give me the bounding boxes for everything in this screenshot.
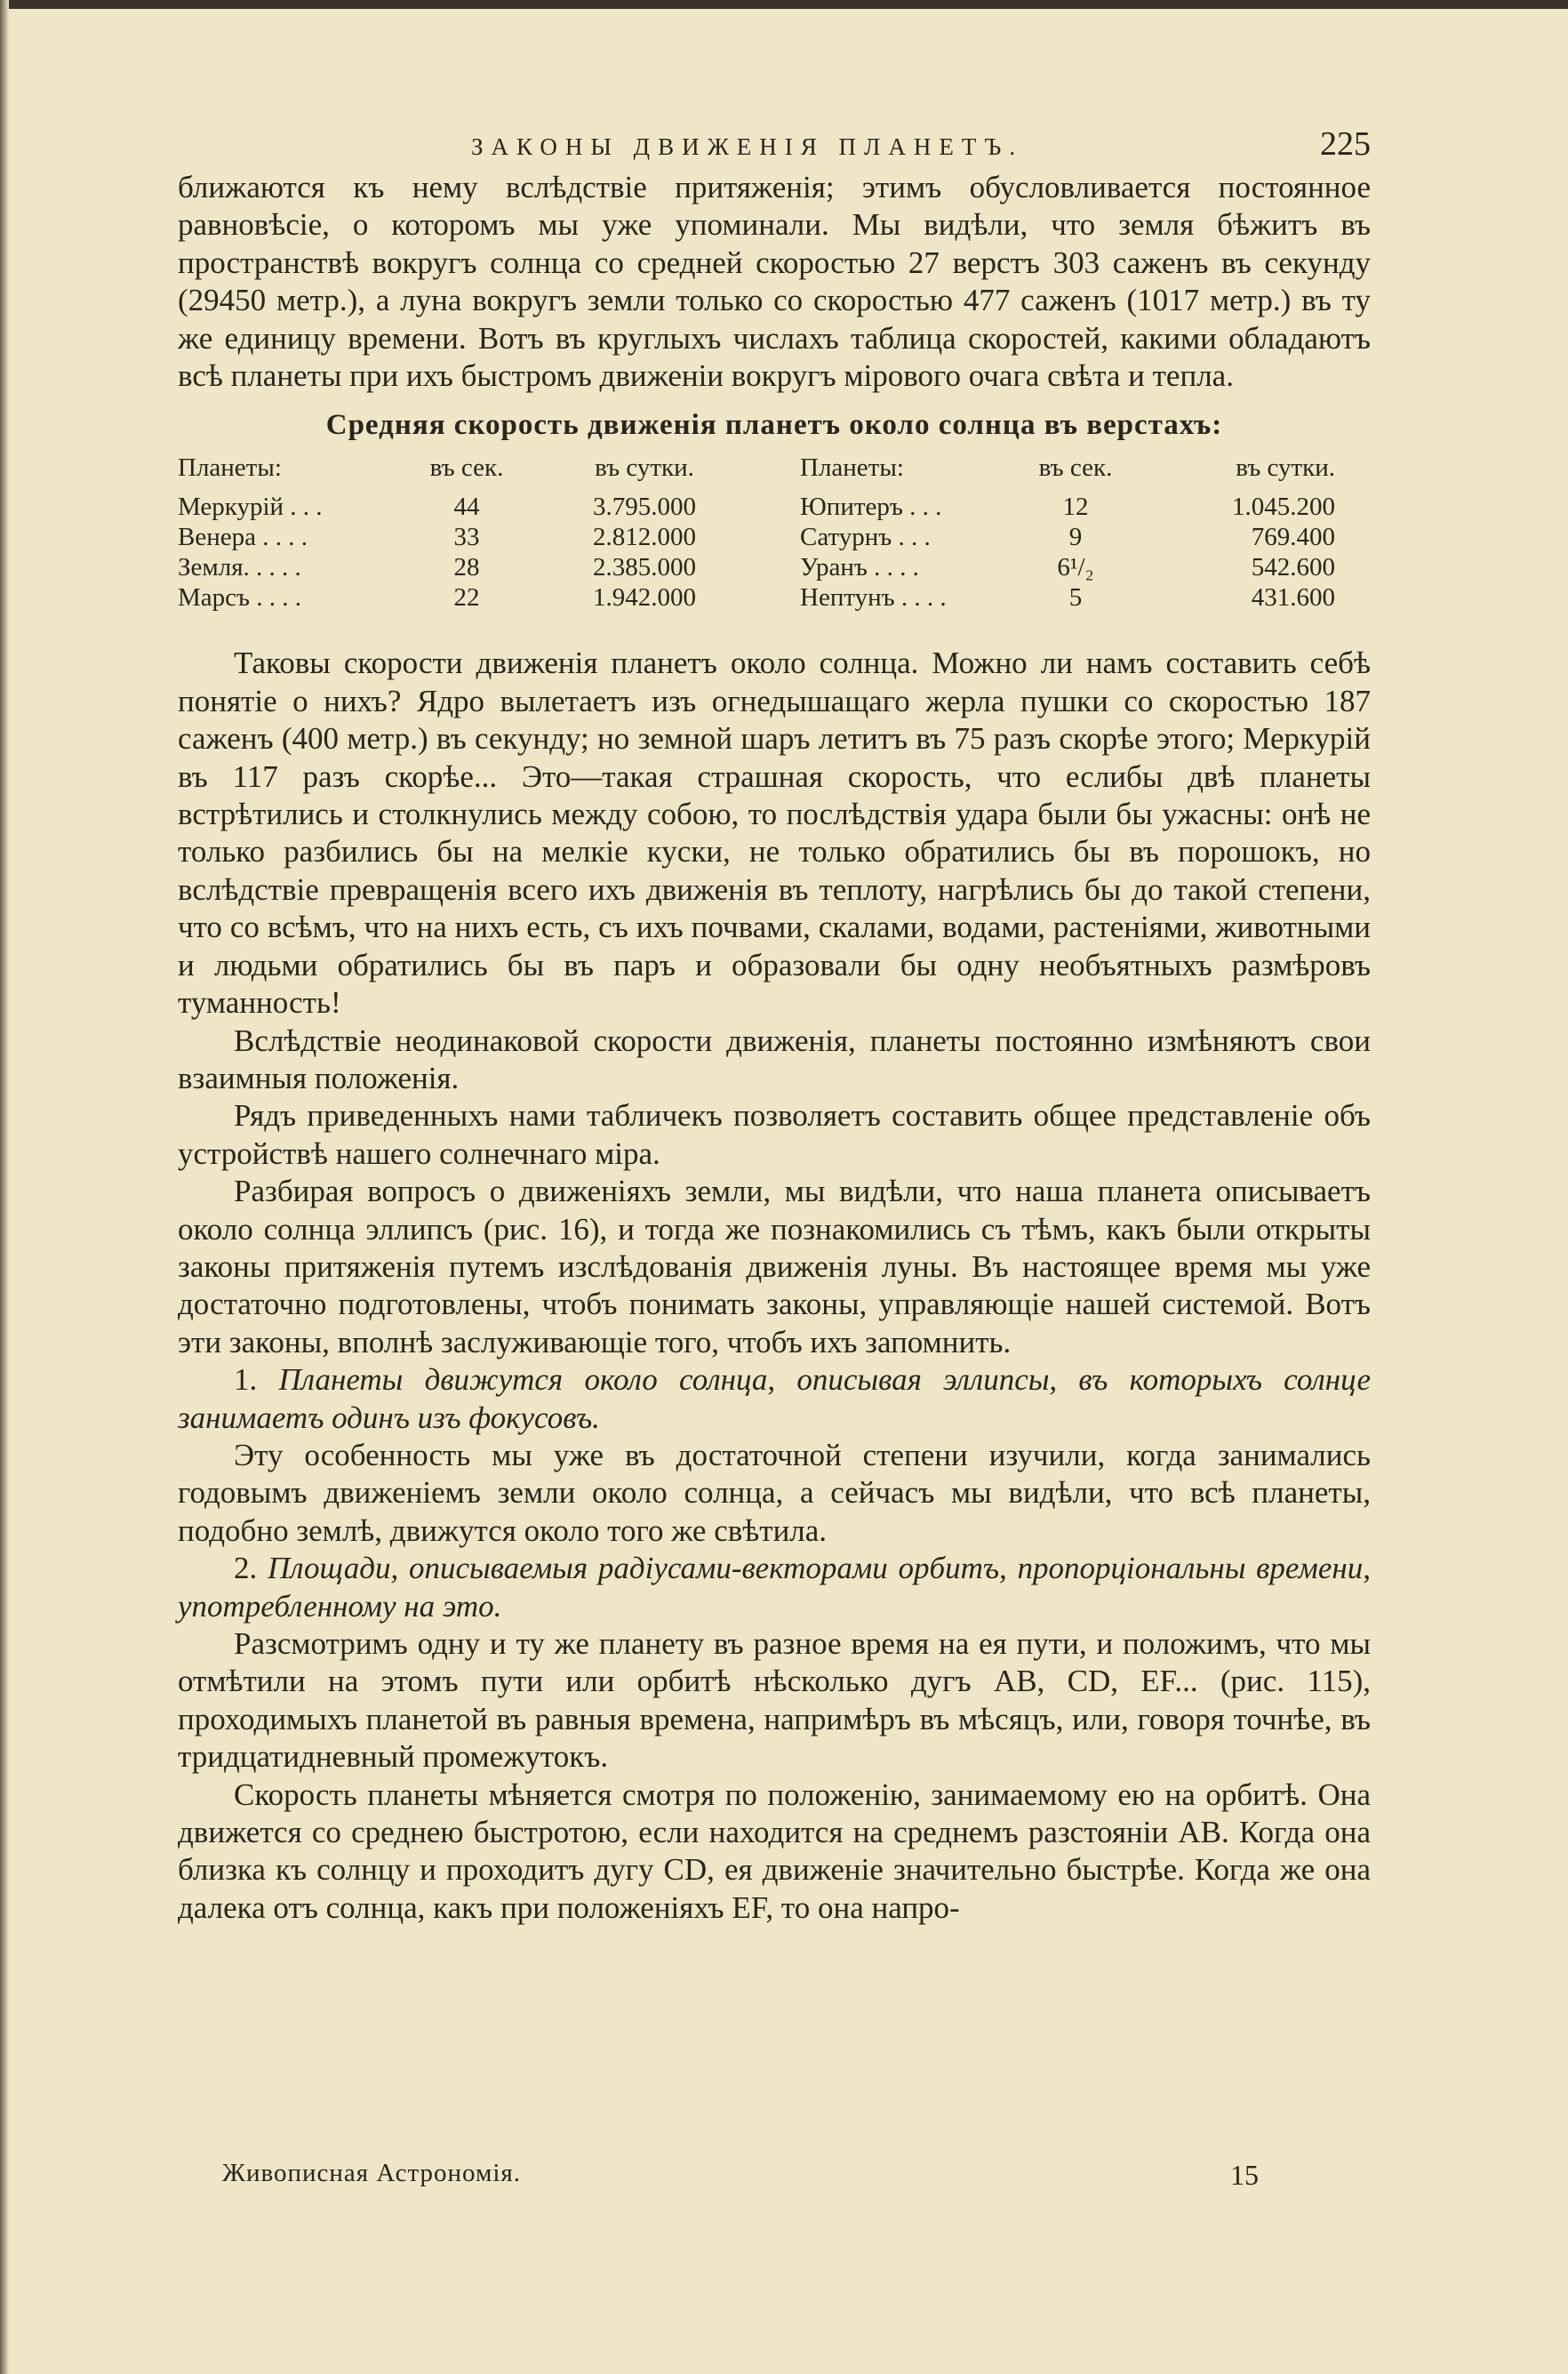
running-head	[178, 124, 1371, 169]
paragraph: ближаются къ нему вслѣдствіе притяженія; этимъ обусловливается постоянное равновѣсіе, о которомъ мы уже упоминали. Мы видѣли, что земля бѣжитъ въ пространствѣ вокругъ солнца со средней скоростью 27 верстъ 303 саженъ въ секунду (29450 метр.), а луна вокругъ земли только со скоростью 477 саженъ (1017 метр.) въ ту же единицу времени. Вотъ въ круглыхъ числахъ таблица скоростей, какими обладаютъ всѣ планеты при ихъ быстромъ движеніи вокругъ мірового очага свѣта и тепла.	[178, 170, 1371, 394]
table-cell: 1.045.200	[1232, 493, 1335, 522]
table-cell: Марсъ . . . .	[178, 583, 302, 613]
law-number: 2.	[234, 1551, 258, 1586]
table-cell: 9	[1068, 523, 1083, 552]
law-text: Площади, описываемыя радіусами-векторами орбитъ, пропорціональны времени, употребленному на это.	[178, 1551, 1371, 1624]
paragraph: Таковы скорости движенія планетъ около солнца. Можно ли намъ составить себѣ понятіе о нихъ? Ядро вылетаетъ изъ огнедышащаго жерла пушки со скоростью 187 саженъ (400 метр.) въ секунду; но земной шаръ летитъ въ 75 разъ скорѣе этого; Меркурій въ 117 разъ скорѣе... Это—такая страшная скорость, что еслибы двѣ планеты встрѣтились и столкнулись между собою, то послѣдствія удара были бы ужасны: онѣ не только разбились бы на мелкіе куски, не только обратились бы въ порошокъ, но вслѣдствіе превращенія всего ихъ движенія въ теплоту, нагрѣлись бы до такой степени, что со всѣмъ, что на нихъ есть, съ ихъ почвами, скалами, водами, растеніями, животными и людьми обратились бы въ паръ и образовали бы одну необъятныхъ размѣровъ туманность!	[178, 646, 1371, 1021]
paragraph: Разбирая вопросъ о движеніяхъ земли, мы видѣли, что наша планета описываетъ около солнца эллипсъ (рис. 16), и тогда же познакомились съ тѣмъ, какъ были открыты законы притяженія путемъ изслѣдованія движенія луны. Въ настоящее время мы уже достаточно подготовлены, чтобъ понимать законы, управляющіе нашей системой. Вотъ эти законы, вполнѣ заслуживающіе того, чтобъ ихъ запомнить.	[178, 1174, 1371, 1359]
table-cell: 2.812.000	[593, 523, 696, 552]
paragraph: Разсмотримъ одну и ту же планету въ разное время на ея пути, и положимъ, что мы отмѣтили на этомъ пути или орбитѣ нѣсколько дугъ AB, CD, EF... (рис. 115), проходимыхъ планетой въ равныя времена, напримѣръ въ мѣсяцъ, или, говоря точнѣе, въ тридцатидневный промежутокъ.	[178, 1626, 1371, 1775]
book-signature: Живописная Астрономія.	[222, 2159, 521, 2187]
table-cell: 3.795.000	[593, 493, 696, 522]
table-row	[178, 552, 1371, 582]
running-head-title: ЗАКОНЫ ДВИЖЕНІЯ ПЛАНЕТЪ.	[471, 133, 1024, 160]
page-number: 225	[1320, 125, 1371, 163]
table-row	[178, 582, 1371, 613]
table-header-cell: Планеты:	[178, 453, 282, 483]
table-cell: 431.600	[1251, 583, 1335, 613]
table-cell: Уранъ . . . .	[800, 553, 919, 582]
table-header-cell: въ сутки.	[1236, 453, 1335, 483]
law-2	[178, 1550, 1371, 1625]
law-text: Планеты движутся около солнца, описывая эллипсы, въ которыхъ солнце занимаетъ одинъ изъ фокусовъ.	[178, 1362, 1371, 1435]
page	[178, 124, 1371, 1927]
table-cell: 1.942.000	[593, 583, 696, 613]
table-cell: Сатурнъ . . .	[800, 523, 931, 552]
table-cell: Венера . . . .	[178, 523, 308, 552]
paragraph: Эту особенность мы уже въ достаточной степени изучили, когда занимались годовымъ движеніемъ земли около солнца, а сейчасъ мы видѣли, что всѣ планеты, подобно землѣ, движутся около того же свѣтила.	[178, 1437, 1371, 1548]
speed-table	[178, 453, 1371, 613]
table-cell: Нептунъ . . . .	[800, 583, 947, 613]
table-row	[178, 522, 1371, 552]
table-cell: 769.400	[1251, 523, 1335, 552]
table-cell: 542.600	[1251, 553, 1335, 582]
table-cell: 5	[1068, 583, 1083, 613]
table-cell: 22	[453, 583, 480, 613]
paragraph: Рядъ приведенныхъ нами табличекъ позволяетъ составить общее представленіе объ устройствѣ нашего солнечнаго міра.	[178, 1098, 1371, 1171]
table-row	[178, 492, 1371, 522]
page-left-edge	[0, 0, 9, 2374]
section-after-table	[178, 645, 1371, 1927]
table-header-row	[178, 453, 1371, 492]
table-cell: Меркурій . . .	[178, 493, 323, 522]
table-cell: Земля. . . . .	[178, 553, 301, 582]
table-title: Средняя скорость движенія планетъ около солнца въ верстахъ:	[325, 409, 1223, 442]
page-top-edge	[0, 0, 1568, 9]
table-cell: 12	[1062, 493, 1089, 522]
table-cell: Юпитеръ . . .	[800, 493, 942, 522]
table-cell: 2.385.000	[593, 553, 696, 582]
table-cell: 28	[453, 553, 480, 582]
table-header-cell: въ сек.	[1038, 453, 1113, 483]
paragraph: Вслѣдствіе неодинаковой скорости движенія, планеты постоянно измѣняютъ свои взаимныя положенія.	[178, 1023, 1371, 1095]
table-header-cell: въ сек.	[429, 453, 504, 483]
table-cell: 44	[453, 493, 480, 522]
table-cell: 6¹/₂	[1057, 553, 1094, 582]
page-footer	[222, 2159, 1262, 2191]
table-header-cell: Планеты:	[800, 453, 904, 483]
table-cell: 33	[453, 523, 480, 552]
table-header-cell: въ сутки.	[595, 453, 694, 483]
body-text	[178, 169, 1371, 1927]
paragraph: Скорость планеты мѣняется смотря по положенію, занимаемому ею на орбитѣ. Она движется со среднею быстротою, если находится на среднемъ разстояніи AB. Когда она близка къ солнцу и проходитъ дугу CD, ея движеніе значительно быстрѣе. Когда же она далека отъ солнца, какъ при положеніяхъ EF, то она напро-	[178, 1776, 1371, 1925]
law-1	[178, 1361, 1371, 1437]
law-number: 1.	[234, 1362, 258, 1398]
sheet-number: 15	[1230, 2159, 1259, 2191]
